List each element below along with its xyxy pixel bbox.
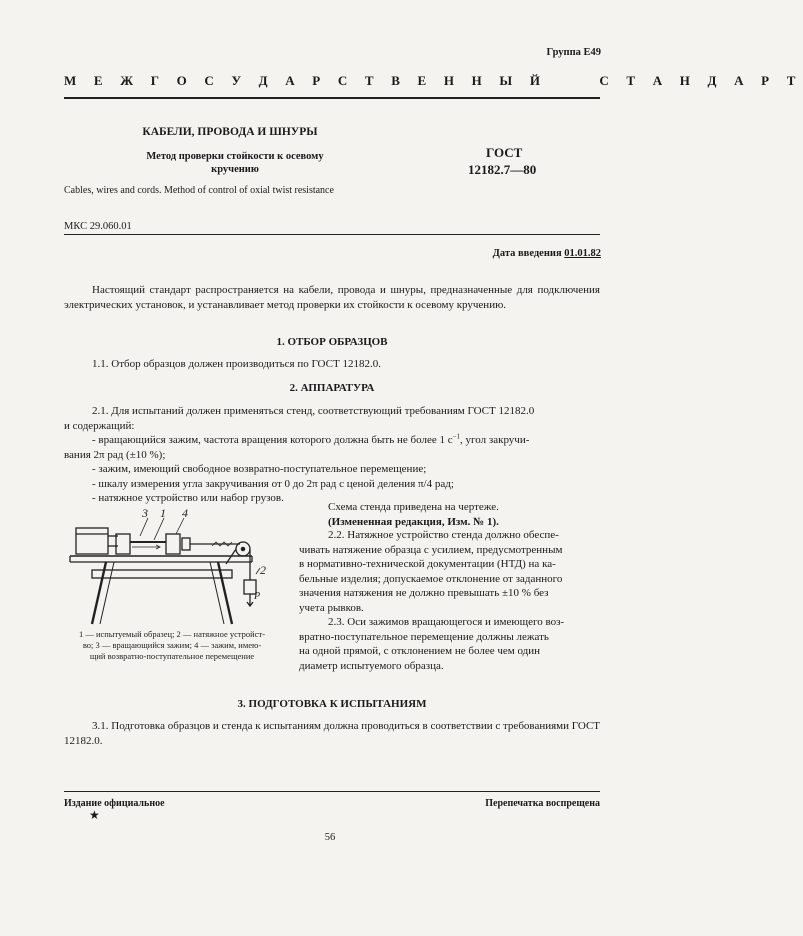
section-1-title: 1. ОТБОР ОБРАЗЦОВ	[276, 336, 388, 348]
motor-shape	[76, 528, 108, 554]
section-2-title: 2. АППАРАТУРА	[289, 382, 375, 394]
para-2-3-line: 2.3. Оси зажимов вращающегося и имеющего воз-	[328, 616, 565, 628]
para-2-1-line: 2.1. Для испытаний должен применяться стенд, соответствующий требованиям ГОСТ 12182.0	[92, 405, 535, 417]
scheme-note: Схема стенда приведена на чертеже.	[328, 501, 499, 513]
para-2-3-line: диаметр испытуемого образца.	[299, 659, 444, 672]
footer-rule	[64, 791, 600, 792]
gost-label: ГОСТ	[486, 145, 523, 160]
stand-leg-shape	[92, 562, 106, 624]
scheme-text	[328, 500, 600, 529]
list-item: - зажим, имеющий свободное возвратно-поступательное перемещение;	[92, 463, 427, 475]
caption-line: щий возвратно-поступательное перемещение	[89, 651, 255, 661]
section-3-para: 3.1. Подготовка образцов и стенда к испытаниям должна проводиться в соответствии с требованиями ГОСТ 12182.0.	[64, 720, 600, 747]
figure-label-4: 4	[182, 506, 188, 520]
document-subtitle	[130, 150, 340, 176]
english-title: Cables, wires and cords. Method of control of oxial twist resistance	[64, 185, 334, 196]
footer-reprint-prohibited: Перепечатка воспрещена	[485, 798, 600, 809]
section-1-para: 1.1. Отбор образцов должен производиться по ГОСТ 12182.0.	[92, 358, 381, 370]
subtitle-line: Метод проверки стойкости к осевому	[146, 151, 324, 162]
star-icon: ★	[89, 808, 100, 822]
group-code: Группа Е49	[546, 47, 601, 58]
intro-paragraph: Настоящий стандарт распространяется на кабели, провода и шнуры, предназначенные для подключения электрических установок, и устанавливает метод проверки их стойкости к осевому кручению.	[64, 284, 600, 311]
para-2-2-line: 2.2. Натяжное устройство стенда должно обеспе-	[328, 529, 559, 541]
list-item-text: , угол закручи-	[460, 434, 530, 446]
para-2-3-line: на одной прямой, с отклонением не более чем один	[299, 645, 541, 657]
para-2-1-line: и содержащий:	[64, 419, 135, 432]
subtitle-line: кручению	[211, 164, 259, 175]
intro-date-label: Дата введения	[492, 248, 562, 259]
rotating-clamp-shape	[116, 534, 130, 554]
mks-code: МКС 29.060.01	[64, 221, 132, 232]
page-number: 56	[324, 832, 336, 843]
figure-label-1: 1	[160, 506, 166, 520]
intro-date	[493, 247, 601, 262]
sliding-clamp-shape	[166, 534, 180, 554]
section-3-title: 3. ПОДГОТОВКА К ИСПЫТАНИЯМ	[237, 698, 427, 710]
amendment-note: (Измененная редакция, Изм. № 1).	[328, 515, 499, 528]
test-stand-drawing	[62, 506, 288, 628]
list-item-text: - вращающийся зажим, частота вращения которого должна быть не более 1 с	[92, 434, 453, 446]
figure-caption	[62, 629, 282, 662]
list-item: - натяжное устройство или набор грузов.	[92, 492, 284, 504]
para-2-2-line: значения натяжения не должно превышать ±10 % без	[299, 587, 549, 599]
mks-rule	[64, 234, 600, 235]
stand-beam-shape	[92, 570, 232, 578]
stand-leg-shape	[218, 562, 232, 624]
section-2-list	[64, 404, 600, 506]
list-item: - шкалу измерения угла закручивания от 0 до 2π рад с ценой деления π/4 рад;	[92, 477, 454, 490]
para-2-3-line: вратно-поступательное перемещение должны лежать	[299, 630, 549, 643]
intro-date-value: 01.01.82	[564, 248, 601, 259]
superscript: −1	[452, 432, 461, 441]
document-title: КАБЕЛИ, ПРОВОДА И ШНУРЫ	[142, 126, 318, 138]
list-item-cont: вания 2π рад (±10 %);	[64, 448, 166, 461]
figure-label-3: 3	[142, 506, 148, 520]
para-2-2-line: бельные изделия; допускаемое отклонение от заданного	[299, 572, 563, 585]
gost-number: 12182.7—80	[468, 162, 537, 177]
standard-type-banner: М Е Ж Г О С У Д А Р С Т В Е Н Н Ы Й С Т А Н Д А Р Т	[64, 73, 803, 88]
para-2-2-line: учета рывков.	[299, 601, 364, 614]
figure-label-2: 2	[260, 563, 266, 577]
para-2-2	[299, 528, 600, 673]
list-item	[64, 433, 600, 448]
para-2-2-line: в нормативно-технической документации (НТД) на ка-	[299, 558, 556, 570]
caption-line: 1 — испытуемый образец; 2 — натяжное устройст-	[78, 629, 266, 639]
para-2-2-line: чивать натяжение образца с усилием, предусмотренным	[299, 543, 563, 556]
figure-label-p: P	[254, 591, 261, 602]
footer-official-edition: Издание официальное	[64, 798, 165, 809]
header-rule	[64, 97, 600, 99]
caption-line: во; 3 — вращающийся зажим; 4 — зажим, имею-	[82, 640, 262, 650]
gost-designation	[468, 144, 536, 178]
